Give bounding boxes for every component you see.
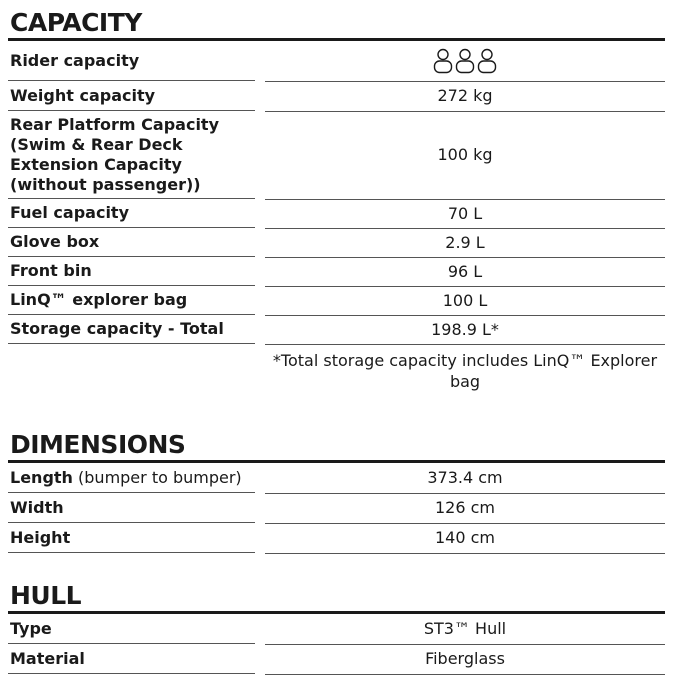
- table-row: [8, 257, 665, 286]
- table-row: [8, 523, 665, 553]
- hull-title: HULL: [8, 581, 665, 614]
- row-value: 96 L: [265, 257, 665, 287]
- row-label: Storage capacity - Total: [8, 315, 255, 344]
- row-value: ST3™ Hull: [265, 614, 665, 645]
- capacity-section: [8, 8, 665, 392]
- row-label: Rider capacity: [8, 41, 255, 81]
- table-row: [8, 614, 665, 644]
- row-value: 2.9 L: [265, 228, 665, 258]
- hull-section: [8, 581, 665, 674]
- row-value: [265, 41, 665, 82]
- row-value: 100 kg: [265, 111, 665, 200]
- row-label-main: Length: [10, 467, 73, 487]
- rider-icon: [455, 48, 475, 74]
- row-value: 126 cm: [265, 493, 665, 524]
- row-label: Width: [8, 493, 255, 523]
- row-label-suffix: (bumper to bumper): [72, 467, 242, 487]
- table-row: [8, 199, 665, 228]
- rider-icon: [433, 48, 453, 74]
- row-label: Type: [8, 614, 255, 644]
- rider-capacity-icon: [433, 48, 497, 74]
- dimensions-title: DIMENSIONS: [8, 430, 665, 463]
- row-value: Fiberglass: [265, 644, 665, 675]
- row-value: 70 L: [265, 199, 665, 229]
- table-row: [8, 493, 665, 523]
- footnote-row: [8, 344, 665, 392]
- row-label: Height: [8, 523, 255, 553]
- table-row: [8, 41, 665, 81]
- table-row: [8, 228, 665, 257]
- row-label: Material: [8, 644, 255, 674]
- row-value: 373.4 cm: [265, 463, 665, 494]
- row-label: Weight capacity: [8, 81, 255, 111]
- table-row: [8, 644, 665, 674]
- row-value: 198.9 L*: [265, 315, 665, 345]
- table-row: [8, 81, 665, 111]
- row-value: 140 cm: [265, 523, 665, 554]
- row-label: Glove box: [8, 228, 255, 257]
- dimensions-section: [8, 430, 665, 553]
- row-value: 272 kg: [265, 81, 665, 112]
- row-label: Rear Platform Capacity (Swim & Rear Deck Extension Capacity (without passenger)): [8, 111, 255, 199]
- capacity-title: CAPACITY: [8, 8, 665, 41]
- row-label: LinQ™ explorer bag: [8, 286, 255, 315]
- storage-footnote: *Total storage capacity includes LinQ™ Explorer bag: [272, 351, 658, 391]
- row-label: [8, 463, 255, 493]
- rider-icon: [477, 48, 497, 74]
- row-label: Fuel capacity: [8, 199, 255, 228]
- table-row: [8, 111, 665, 199]
- table-row: [8, 463, 665, 493]
- row-label: Front bin: [8, 257, 255, 286]
- row-value: 100 L: [265, 286, 665, 316]
- table-row: [8, 286, 665, 315]
- table-row: [8, 315, 665, 344]
